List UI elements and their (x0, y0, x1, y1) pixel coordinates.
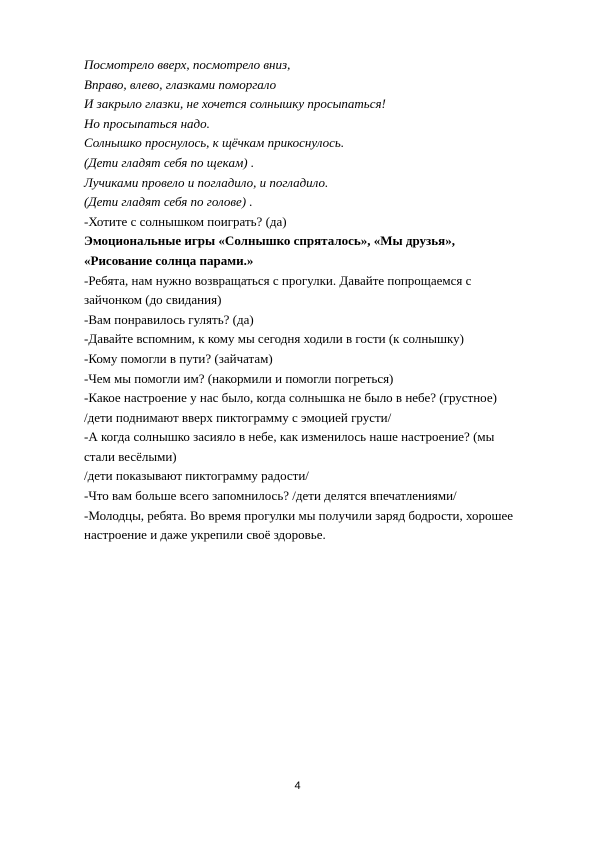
dialogue-line: -Ребята, нам нужно возвращаться с прогулки. Давайте попрощаемся с (84, 272, 472, 288)
activity-note: /дети поднимают вверх пиктограмму с эмоцией грусти/ (84, 409, 392, 425)
dialogue-line: -Кому помогли в пути? (зайчатам) (84, 350, 273, 366)
dialogue-line: -Молодцы, ребята. Во время прогулки мы получили заряд бодрости, хорошее (84, 507, 514, 523)
section-heading: «Рисование солнца парами.» (84, 252, 254, 268)
poem-line: Лучиками провело и погладило, и погладило. (84, 174, 329, 190)
activity-note: /дети показывают пиктограмму радости/ (84, 468, 309, 484)
dialogue-line: -Давайте вспомним, к кому мы сегодня ходили в гости (к солнышку) (84, 331, 464, 347)
poem-line: Но просыпаться надо. (84, 115, 210, 131)
dialogue-line: -Вам понравилось гулять? (да) (84, 311, 254, 327)
dialogue-line: стали весёлыми) (84, 448, 177, 464)
dialogue-line: -Чем мы помогли им? (накормили и помогли погреться) (84, 370, 394, 386)
stage-direction: (Дети гладят себя по щекам) . (84, 154, 255, 170)
dialogue-line: -А когда солнышко засияло в небе, как изменилось наше настроение? (мы (84, 429, 495, 445)
poem-line: Вправо, влево, глазками поморгало (84, 76, 277, 92)
dialogue-line: -Что вам больше всего запомнилось? /дети делятся впечатлениями/ (84, 488, 457, 504)
poem-line: Посмотрело вверх, посмотрело вниз, (84, 57, 291, 72)
section-heading: Эмоциональные игры «Солнышко спряталось», «Мы друзья», (84, 233, 455, 249)
dialogue-line: настроение и даже укрепили своё здоровье. (84, 527, 326, 543)
page-body (84, 55, 554, 545)
poem-line: И закрыло глазки, не хочется солнышку просыпаться! (84, 96, 386, 112)
stage-direction: (Дети гладят себя по голове) . (84, 194, 253, 210)
dialogue-line: -Хотите с солнышком поиграть? (да) (84, 213, 287, 229)
page-number: 4 (294, 780, 301, 792)
poem-line: Солнышко проснулось, к щёчкам прикоснулось. (84, 135, 345, 151)
dialogue-line: зайчонком (до свидания) (84, 292, 222, 308)
dialogue-line: -Какое настроение у нас было, когда солнышка не было в небе? (грустное) (84, 390, 497, 406)
